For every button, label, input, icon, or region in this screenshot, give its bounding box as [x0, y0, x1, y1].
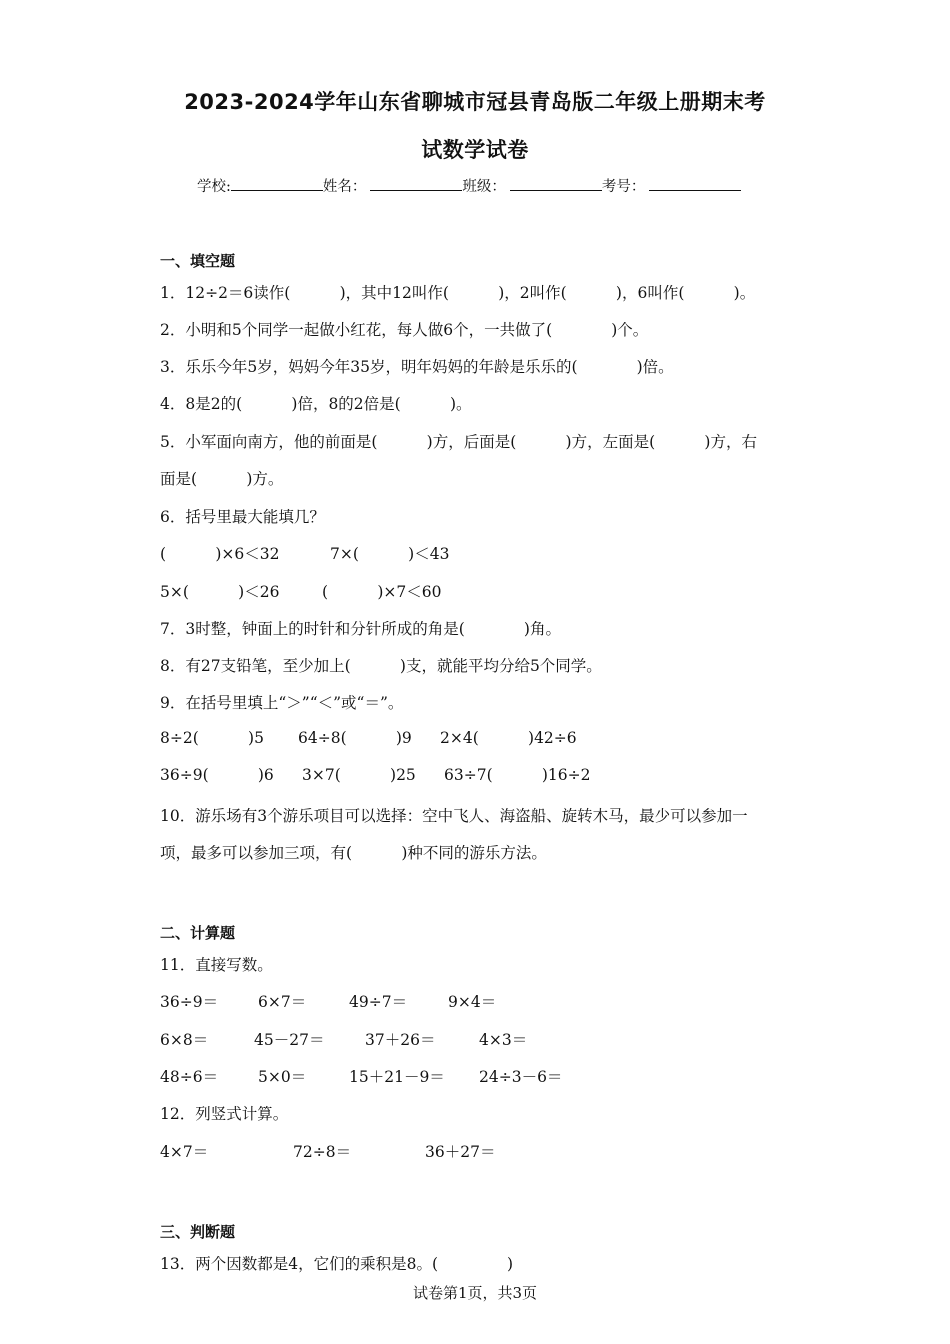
school-label: 学校:	[197, 179, 231, 195]
question-9-item-d: 36÷9( )6	[160, 766, 274, 784]
name-label: 姓名：	[322, 179, 367, 195]
calc-item-9: 48÷6＝	[160, 1068, 219, 1086]
question-9: 9．在括号里填上“＞”“＜”或“＝”。	[160, 694, 404, 712]
question-11: 11．直接写数。	[160, 956, 273, 974]
section-fill-in: 一、填空题	[160, 252, 236, 270]
section-judgment: 三、判断题	[160, 1223, 236, 1241]
exam-title-line1: 2023-2024学年山东省聊城市冠县青岛版二年级上册期末考	[184, 90, 766, 114]
calc-item-12: 24÷3－6＝	[479, 1068, 563, 1086]
question-9-item-c: 2×4( )42÷6	[440, 729, 577, 747]
question-9-item-f: 63÷7( )16÷2	[444, 766, 591, 784]
calc-item-10: 5×0＝	[258, 1068, 307, 1086]
question-6-item-c: 5×( )＜26	[160, 583, 280, 601]
number-label: 考号：	[601, 179, 646, 195]
question-6-item-a: ( )×6＜32	[160, 545, 280, 563]
exam-title-line2: 试数学试卷	[421, 138, 529, 162]
question-9-item-b: 64÷8( )9	[298, 729, 412, 747]
page-footer: 试卷第1页，共3页	[412, 1284, 538, 1302]
section-calculation: 二、计算题	[160, 924, 236, 942]
name-blank[interactable]	[370, 176, 462, 191]
vertical-calc-2: 72÷8＝	[293, 1143, 352, 1161]
class-blank[interactable]	[510, 176, 602, 191]
question-3: 3．乐乐今年5岁，妈妈今年35岁，明年妈妈的年龄是乐乐的( )倍。	[160, 358, 674, 376]
calc-item-11: 15＋21－9＝	[349, 1068, 445, 1086]
question-10-line2: 项，最多可以参加三项，有( )种不同的游乐方法。	[160, 844, 547, 862]
question-12: 12．列竖式计算。	[160, 1105, 289, 1123]
calc-item-4: 9×4＝	[448, 993, 497, 1011]
calc-item-2: 6×7＝	[258, 993, 307, 1011]
school-blank[interactable]	[231, 176, 323, 191]
question-5-line2: 面是( )方。	[160, 470, 284, 488]
question-1: 1．12÷2＝6读作( )，其中12叫作( )，2叫作( )，6叫作( )。	[160, 284, 756, 302]
question-6-item-d: ( )×7＜60	[322, 583, 442, 601]
number-blank[interactable]	[649, 176, 741, 191]
question-6-item-b: 7×( )＜43	[330, 545, 450, 563]
question-6: 6．括号里最大能填几？	[160, 508, 325, 526]
question-5-line1: 5．小军面向南方，他的前面是( )方，后面是( )方，左面是( )方，右	[160, 433, 757, 451]
vertical-calc-3: 36＋27＝	[425, 1143, 496, 1161]
calc-item-3: 49÷7＝	[349, 993, 408, 1011]
question-10-line1: 10．游乐场有3个游乐项目可以选择：空中飞人、海盗船、旋转木马，最少可以参加一	[160, 807, 748, 825]
calc-item-6: 45－27＝	[254, 1031, 325, 1049]
question-7: 7．3时整，钟面上的时针和分针所成的角是( )角。	[160, 620, 561, 638]
calc-item-1: 36÷9＝	[160, 993, 219, 1011]
vertical-calc-1: 4×7＝	[160, 1143, 209, 1161]
calc-item-5: 6×8＝	[160, 1031, 209, 1049]
question-2: 2．小明和5个同学一起做小红花，每人做6个，一共做了( )个。	[160, 321, 649, 339]
question-8: 8．有27支铅笔，至少加上( )支，就能平均分给5个同学。	[160, 657, 602, 675]
question-4: 4．8是2的( )倍，8的2倍是( )。	[160, 395, 472, 413]
calc-item-7: 37＋26＝	[365, 1031, 436, 1049]
question-9-item-e: 3×7( )25	[302, 766, 416, 784]
question-13: 13．两个因数都是4，它们的乘积是8。( )	[160, 1255, 514, 1273]
question-9-item-a: 8÷2( )5	[160, 729, 264, 747]
student-info-row	[197, 175, 741, 196]
calc-item-8: 4×3＝	[479, 1031, 528, 1049]
class-label: 班级：	[462, 179, 506, 195]
